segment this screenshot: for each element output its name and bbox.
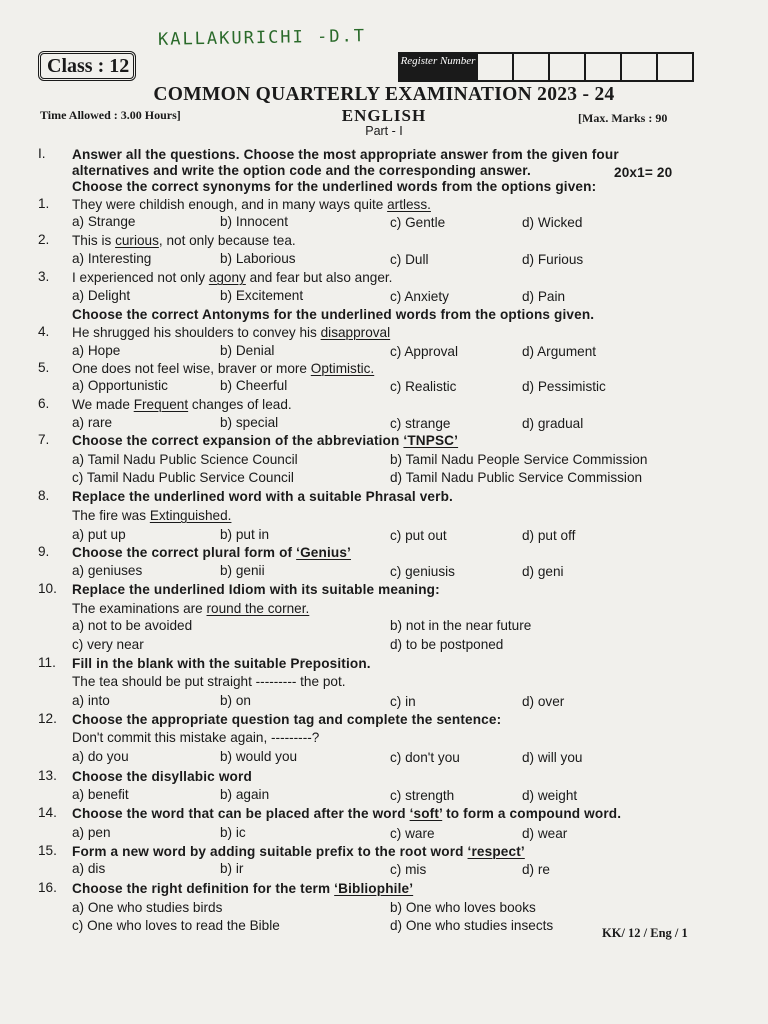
answer-option: d) Furious bbox=[522, 252, 584, 267]
section-marks: 20x1= 20 bbox=[614, 165, 673, 180]
antonyms-instruction: Choose the correct Antonyms for the underlined words from the options given. bbox=[72, 307, 595, 322]
question-text-pre: I experienced not only bbox=[72, 270, 209, 285]
answer-option: a) benefit bbox=[72, 787, 129, 802]
answer-option: d) Wicked bbox=[522, 215, 583, 230]
answer-option: d) Pain bbox=[522, 289, 566, 304]
question-text-pre: Choose the correct expansion of the abbreviation bbox=[72, 433, 404, 448]
answer-option: b) on bbox=[220, 693, 251, 708]
question-number: 11. bbox=[38, 655, 56, 670]
answer-option: c) strength bbox=[390, 788, 455, 803]
answer-option: d) Pessimistic bbox=[522, 379, 606, 394]
question-number: 6. bbox=[38, 396, 50, 411]
answer-option: c) Realistic bbox=[390, 379, 457, 394]
answer-option: d) will you bbox=[522, 750, 583, 765]
answer-option: d) re bbox=[522, 862, 550, 877]
answer-option: d) weight bbox=[522, 788, 578, 803]
question-text bbox=[72, 432, 458, 449]
answer-option: b) One who loves books bbox=[390, 900, 536, 915]
question-text bbox=[72, 360, 374, 377]
answer-option: a) Tamil Nadu Public Science Council bbox=[72, 452, 298, 467]
question-number: 16. bbox=[38, 880, 57, 895]
answer-option: a) geniuses bbox=[72, 563, 143, 578]
answer-option: c) Anxiety bbox=[390, 289, 449, 304]
question-text bbox=[72, 396, 292, 413]
question-sentence bbox=[72, 507, 231, 524]
question-sentence bbox=[72, 600, 309, 617]
answer-option: d) gradual bbox=[522, 416, 584, 431]
question-number: 15. bbox=[38, 843, 57, 858]
question-text-pre: Choose the word that can be placed after the word bbox=[72, 806, 410, 821]
register-cell bbox=[656, 54, 692, 80]
question-number: 9. bbox=[38, 544, 50, 559]
answer-option: a) dis bbox=[72, 861, 106, 876]
question-text bbox=[72, 655, 371, 672]
answer-option: c) ware bbox=[390, 826, 435, 841]
question-text-pre: Replace the underlined word with a suitable Phrasal verb. bbox=[72, 489, 453, 504]
answer-option: d) put off bbox=[522, 528, 576, 543]
question-number: 4. bbox=[38, 324, 50, 339]
answer-option: d) over bbox=[522, 694, 565, 709]
exam-subject: ENGLISH bbox=[341, 106, 427, 125]
part-label: Part - I bbox=[365, 124, 403, 138]
answer-option: a) Hope bbox=[72, 343, 121, 358]
answer-option: c) Dull bbox=[390, 252, 429, 267]
answer-option: b) genii bbox=[220, 563, 265, 578]
question-sentence bbox=[72, 729, 319, 746]
question-text-pre: This is bbox=[72, 233, 116, 248]
answer-option: b) Cheerful bbox=[220, 378, 288, 393]
answer-option: b) Innocent bbox=[220, 214, 289, 229]
answer-option: c) One who loves to read the Bible bbox=[72, 918, 280, 933]
answer-option: b) Tamil Nadu People Service Commission bbox=[390, 452, 648, 467]
question-text-pre: Choose the appropriate question tag and complete the sentence: bbox=[72, 712, 502, 727]
instruction-line: alternatives and write the option code and the corresponding answer. bbox=[72, 163, 531, 178]
max-marks: [Max. Marks : 90 bbox=[578, 111, 668, 125]
question-text-pre: They were childish enough, and in many ways quite bbox=[72, 197, 388, 212]
answer-option: a) into bbox=[72, 693, 110, 708]
underlined-word: round the corner. bbox=[206, 601, 310, 616]
question-text-pre: Replace the underlined Idiom with its suitable meaning: bbox=[72, 582, 440, 597]
answer-option: a) Interesting bbox=[72, 251, 152, 266]
question-text-pre: Choose the correct plural form of bbox=[72, 545, 297, 560]
answer-option: a) rare bbox=[72, 415, 113, 430]
underlined-word: ‘Genius’ bbox=[296, 545, 351, 560]
answer-option: b) would you bbox=[220, 749, 298, 764]
question-text-pre: Fill in the blank with the suitable Preposition. bbox=[72, 656, 371, 671]
question-text-pre: Choose the disyllabic word bbox=[72, 769, 252, 784]
question-text bbox=[72, 880, 413, 897]
answer-option: a) Opportunistic bbox=[72, 378, 168, 393]
answer-option: d) Tamil Nadu Public Service Commission bbox=[390, 470, 643, 485]
question-text-post: and fear but also anger. bbox=[245, 270, 393, 285]
register-cell bbox=[620, 54, 656, 80]
underlined-word: disapproval bbox=[320, 325, 391, 340]
register-number-box bbox=[398, 52, 694, 82]
question-number: 5. bbox=[38, 360, 50, 375]
question-number: 1. bbox=[38, 196, 50, 211]
question-text bbox=[72, 544, 351, 561]
answer-option: d) One who studies insects bbox=[390, 918, 554, 933]
answer-option: a) not to be avoided bbox=[72, 618, 193, 633]
underlined-word: Extinguished. bbox=[149, 508, 232, 523]
question-text bbox=[72, 488, 453, 505]
question-text-pre: We made bbox=[72, 397, 134, 412]
question-text bbox=[72, 232, 296, 249]
underlined-word: ‘soft’ bbox=[409, 806, 443, 821]
register-cell bbox=[512, 54, 548, 80]
question-number: 14. bbox=[38, 805, 57, 820]
answer-option: d) to be postponed bbox=[390, 637, 504, 652]
question-sentence bbox=[72, 673, 346, 690]
page-code: KK/ 12 / Eng / 1 bbox=[602, 926, 688, 940]
underlined-word: curious bbox=[115, 233, 159, 248]
sentence-text: The fire was bbox=[72, 508, 150, 523]
answer-option: a) One who studies birds bbox=[72, 900, 223, 915]
answer-option: c) Tamil Nadu Public Service Council bbox=[72, 470, 294, 485]
question-number: 12. bbox=[38, 711, 57, 726]
question-text-post: to form a compound word. bbox=[442, 806, 622, 821]
answer-option: b) Excitement bbox=[220, 288, 304, 303]
question-text bbox=[72, 711, 501, 728]
question-text bbox=[72, 805, 621, 822]
question-text bbox=[72, 768, 252, 785]
sentence-text: The examinations are bbox=[72, 601, 207, 616]
underlined-word: Frequent bbox=[133, 397, 189, 412]
underlined-word: artless. bbox=[387, 197, 431, 212]
question-number: 8. bbox=[38, 488, 50, 503]
answer-option: b) ir bbox=[220, 861, 244, 876]
answer-option: b) put in bbox=[220, 527, 270, 542]
register-cell bbox=[548, 54, 584, 80]
sentence-text: The tea should be put straight --------- the pot. bbox=[72, 674, 346, 689]
underlined-word: ‘TNPSC’ bbox=[403, 433, 459, 448]
section-number: I. bbox=[38, 146, 46, 161]
sentence-text: Don't commit this mistake again, ---------? bbox=[72, 730, 320, 745]
handwritten-district: KALLAKURICHI -D.T bbox=[157, 26, 367, 50]
answer-option: b) again bbox=[220, 787, 270, 802]
answer-option: c) mis bbox=[390, 862, 427, 877]
answer-option: b) not in the near future bbox=[390, 618, 532, 633]
question-number: 3. bbox=[38, 269, 50, 284]
instruction-line: Answer all the questions. Choose the most appropriate answer from the given four bbox=[72, 147, 619, 162]
question-text bbox=[72, 843, 525, 860]
answer-option: c) put out bbox=[390, 528, 447, 543]
question-number: 7. bbox=[38, 432, 50, 447]
answer-option: a) do you bbox=[72, 749, 129, 764]
answer-option: b) ic bbox=[220, 825, 246, 840]
answer-option: c) don't you bbox=[390, 750, 460, 765]
question-text-pre: Form a new word by adding suitable prefix to the root word bbox=[72, 844, 468, 859]
underlined-word: ‘Bibliophile’ bbox=[334, 881, 414, 896]
class-label: Class : 12 bbox=[38, 51, 136, 81]
underlined-word: agony bbox=[208, 270, 246, 285]
question-text bbox=[72, 269, 392, 286]
answer-option: b) special bbox=[220, 415, 279, 430]
answer-option: a) put up bbox=[72, 527, 126, 542]
answer-option: c) strange bbox=[390, 416, 451, 431]
answer-option: a) Strange bbox=[72, 214, 136, 229]
answer-option: c) in bbox=[390, 694, 416, 709]
answer-option: c) Gentle bbox=[390, 215, 446, 230]
register-cell bbox=[584, 54, 620, 80]
exam-title: COMMON QUARTERLY EXAMINATION 2023 - 24 bbox=[153, 84, 615, 105]
answer-option: d) geni bbox=[522, 564, 564, 579]
question-number: 10. bbox=[38, 581, 57, 596]
register-cell bbox=[476, 54, 512, 80]
question-text bbox=[72, 324, 390, 341]
time-allowed: Time Allowed : 3.00 Hours] bbox=[40, 108, 181, 122]
question-text-pre: He shrugged his shoulders to convey his bbox=[72, 325, 321, 340]
question-text-pre: Choose the right definition for the term bbox=[72, 881, 335, 896]
register-number-label: Register Number bbox=[400, 54, 476, 80]
question-text-pre: One does not feel wise, braver or more bbox=[72, 361, 311, 376]
question-text bbox=[72, 581, 440, 598]
underlined-word: Optimistic. bbox=[310, 361, 375, 376]
answer-option: c) very near bbox=[72, 637, 144, 652]
question-text-post: , not only because tea. bbox=[158, 233, 296, 248]
answer-option: b) Laborious bbox=[220, 251, 296, 266]
question-number: 2. bbox=[38, 232, 50, 247]
answer-option: c) Approval bbox=[390, 344, 459, 359]
answer-option: a) Delight bbox=[72, 288, 131, 303]
question-number: 13. bbox=[38, 768, 57, 783]
answer-option: a) pen bbox=[72, 825, 111, 840]
answer-option: d) Argument bbox=[522, 344, 597, 359]
answer-option: c) geniusis bbox=[390, 564, 455, 579]
answer-option: d) wear bbox=[522, 826, 568, 841]
synonyms-instruction: Choose the correct synonyms for the underlined words from the options given: bbox=[72, 179, 597, 194]
question-text-post: changes of lead. bbox=[188, 397, 292, 412]
answer-option: b) Denial bbox=[220, 343, 275, 358]
underlined-word: ‘respect’ bbox=[467, 844, 525, 859]
question-text bbox=[72, 196, 431, 213]
